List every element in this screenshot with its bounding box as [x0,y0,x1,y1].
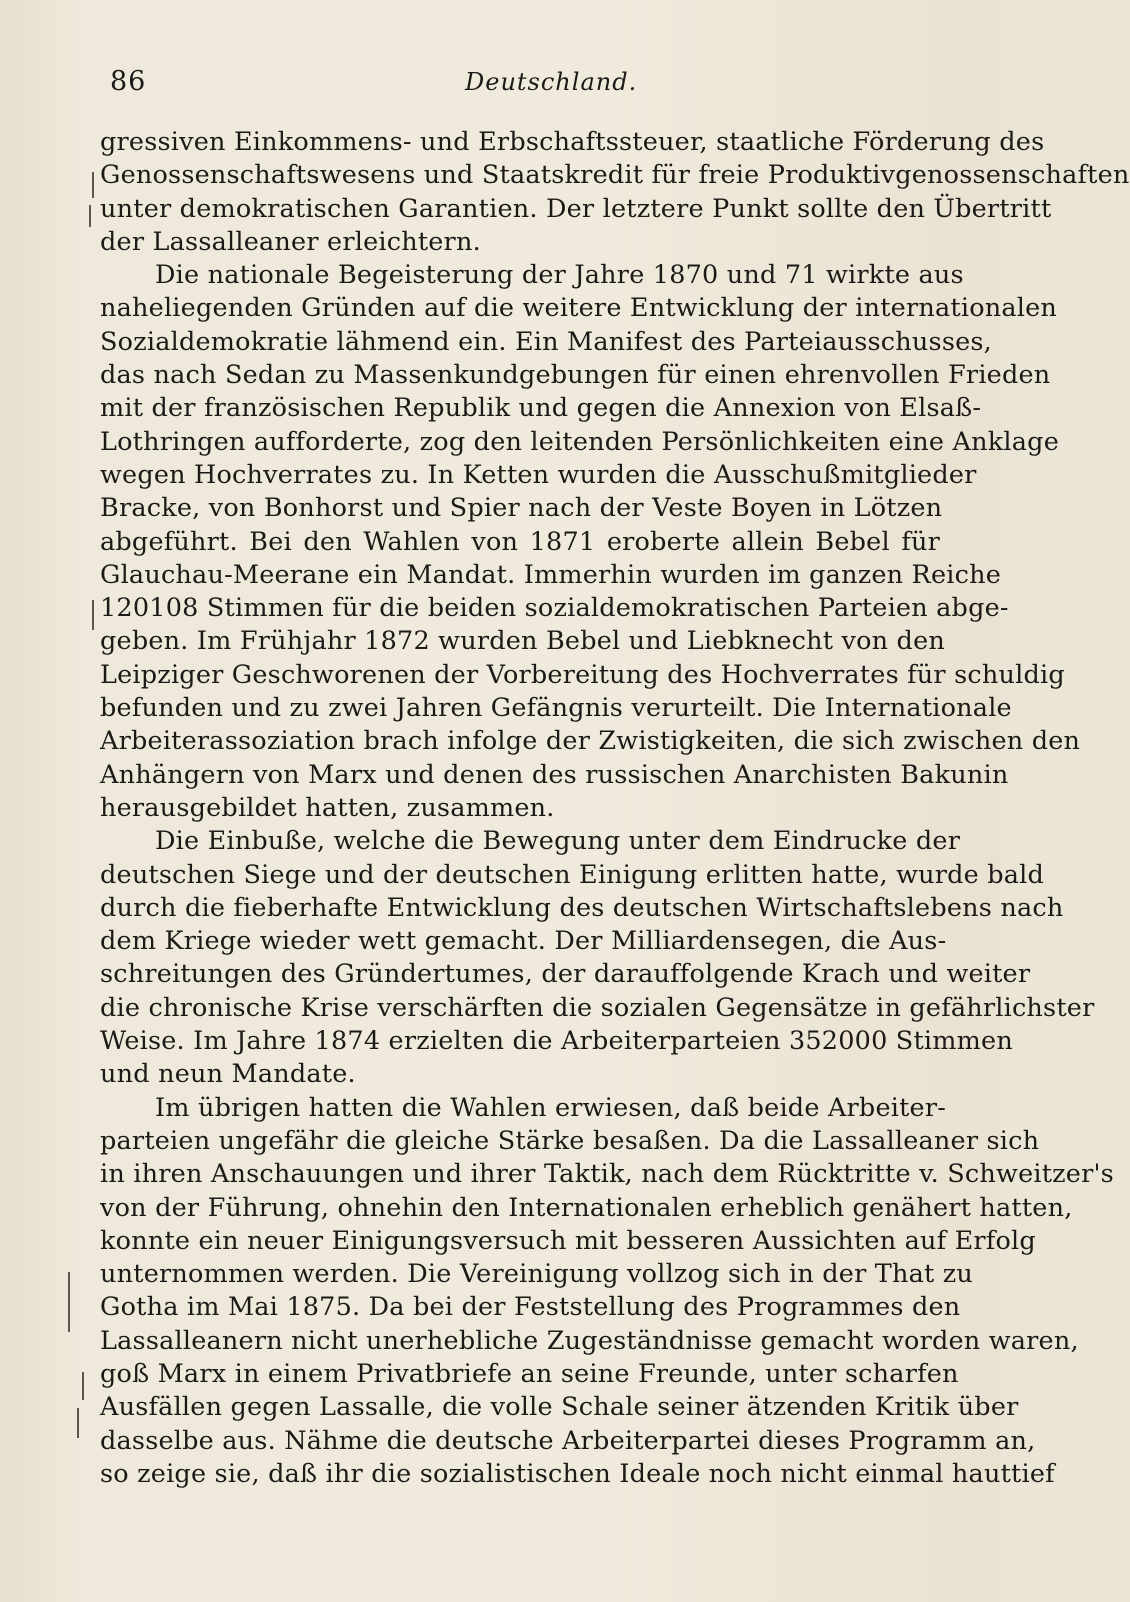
text-line: das nach Sedan zu Massenkundgebungen für einen ehrenvollen Frieden [100,360,1051,391]
text-line: naheliegenden Gründen auf die weitere Entwicklung der internationalen [100,293,1058,324]
text-line: Bracke, von Bonhorst und Spier nach der Veste Boyen in Lötzen [100,493,943,524]
text-line: und neun Mandate. [100,1059,356,1090]
text-line: dem Kriege wieder wett gemacht. Der Milliardensegen, die Aus- [100,926,947,957]
margin-mark [92,172,94,198]
text-line: dasselbe aus. Nähme die deutsche Arbeiterpartei dieses Programm an, [100,1425,1036,1456]
margin-mark [68,1272,70,1332]
text-line: befunden und zu zwei Jahren Gefängnis verurteilt. Die Internationale [100,693,1012,724]
margin-mark [92,600,94,630]
paragraph-first-line: Die Einbuße, welche die Bewegung unter dem Eindrucke der [155,826,961,857]
margin-mark [89,205,91,227]
running-head: Deutschland. [465,68,638,96]
text-line: Glauchau-Meerane ein Mandat. Immerhin wurden im ganzen Reiche [100,559,1001,590]
text-line: durch die fieberhafte Entwicklung des deutschen Wirtschaftslebens nach [100,892,1064,923]
body-text [100,126,1130,1491]
text-line: Arbeiterassoziation brach infolge der Zwistigkeiten, die sich zwischen den [100,726,1081,757]
text-line: Lassalleanern nicht unerhebliche Zugeständnisse gemacht worden waren, [100,1325,1079,1356]
paragraph-first-line: Im übrigen hatten die Wahlen erwiesen, daß beide Arbeiter- [155,1092,947,1123]
text-line: von der Führung, ohnehin den Internationalen erheblich genähert hatten, [100,1192,1073,1223]
text-line: schreitungen des Gründertumes, der darauffolgende Krach und weiter [100,959,1031,990]
text-line: 120108 Stimmen für die beiden sozialdemokratischen Parteien abge- [100,593,1009,624]
text-line: in ihren Anschauungen und ihrer Taktik, nach dem Rücktritte v. Schweitzer's [100,1159,1114,1190]
text-line: mit der französischen Republik und gegen die Annexion von Elsaß- [100,393,982,424]
text-line: die chronische Krise verschärften die sozialen Gegensätze in gefährlichster [100,992,1095,1023]
text-line: herausgebildet hatten, zusammen. [100,792,555,823]
text-line: deutschen Siege und der deutschen Einigung erlitten hatte, wurde bald [100,859,1045,890]
text-line: unter demokratischen Garantien. Der letztere Punkt sollte den Übertritt [100,193,1052,224]
text-line: gressiven Einkommens- und Erbschaftssteuer, staatliche Förderung des [100,127,1045,157]
paragraph-first-line: Die nationale Begeisterung der Jahre 1870 und 71 wirkte aus [155,260,964,291]
text-line: Ausfällen gegen Lassalle, die volle Schale seiner ätzenden Kritik über [100,1392,1019,1423]
text-line: Leipziger Geschworenen der Vorbereitung des Hochverrates für schuldig [100,659,1065,690]
text-line: Lothringen aufforderte, zog den leitenden Persönlichkeiten eine Anklage [100,426,1059,457]
text-line: goß Marx in einem Privatbriefe an seine Freunde, unter scharfen [100,1358,959,1389]
text-line: Anhängern von Marx und denen des russischen Anarchisten Bakunin [100,759,1009,790]
page-header [110,66,940,106]
text-line: geben. Im Frühjahr 1872 wurden Bebel und Liebknecht von den [100,626,945,657]
text-line: abgeführt. Bei den Wahlen von 1871 eroberte allein Bebel für [100,526,940,557]
text-line: Sozialdemokratie lähmend ein. Ein Manifest des Parteiausschusses, [100,326,992,357]
text-line: so zeige sie, daß ihr die sozialistischen Ideale noch nicht einmal hauttief [100,1458,1055,1489]
page-number: 86 [110,66,147,97]
text-line: wegen Hochverrates zu. In Ketten wurden die Ausschußmitglieder [100,459,977,490]
text-line: parteien ungefähr die gleiche Stärke besaßen. Da die Lassalleaner sich [100,1125,1040,1156]
text-line: unternommen werden. Die Vereinigung vollzog sich in der That zu [100,1259,974,1290]
text-line: Genossenschaftswesens und Staatskredit für freie Produktivgenossenschaften [100,160,1130,191]
margin-mark [82,1372,84,1400]
text-line: Gotha im Mai 1875. Da bei der Feststellung des Programmes den [100,1292,961,1323]
margin-mark [77,1408,79,1438]
text-line: konnte ein neuer Einigungsversuch mit besseren Aussichten auf Erfolg [100,1225,1036,1256]
text-line: der Lassalleaner erleichtern. [100,226,481,257]
text-line: Weise. Im Jahre 1874 erzielten die Arbeiterparteien 352000 Stimmen [100,1026,1013,1057]
